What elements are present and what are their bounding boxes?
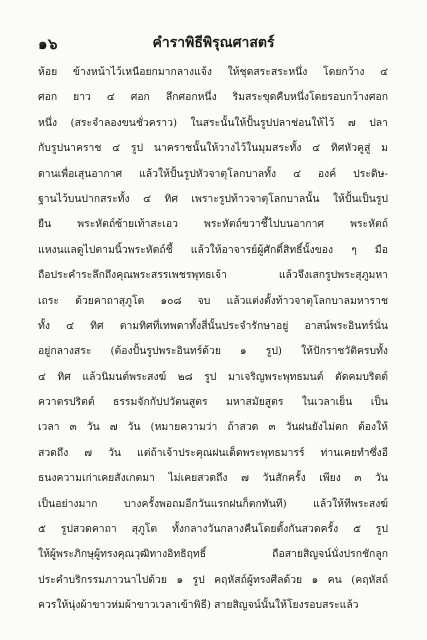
text-line: ๕ รูปสวดคาถา สุภูโต ทั้งกลางวันกลางคืนโดยตั้งกันสวดครั้ง ๕ รูป xyxy=(38,523,388,536)
text-line: ๔ ทิศ แล้วนิมนต์พระสงฆ์ ๒๘ รูป มาเจริญพระพุทธมนต์ ตัดคมบริตต์ xyxy=(38,370,388,383)
text-line: เป็นอย่างมาก บางครั้งพอถมอีกวันแรกฝนก็ตกทันที) แล้วให้ทีพระสงฆ์ xyxy=(38,497,388,510)
page-number: ๑๖ xyxy=(38,35,59,53)
text-line: เวลา ๓ วัน ๗ วัน (หมายความว่า ถ้าสวด ๓ วันฝนยังไม่ตก ต้องให้ xyxy=(38,421,388,434)
running-title: คำราพิธีพิรุณศาสตร์ xyxy=(152,35,275,51)
body-text xyxy=(38,60,388,619)
text-line: ควรให้นุ่งผ้าขาวห่มผ้าขาวเวลาเข้าพิธี) สายสิญจน์นั้นให้โยงรอบสระแล้ว xyxy=(38,599,359,612)
text-line: ถือประคำระลึกถึงคุณพระสรรเพชรพุทธเจ้า แล้วจึงเสกรูปพระสุภูมหา xyxy=(38,269,388,282)
text-line: เถระ ด้วยคาถาสุภูโต ๑๐๘ จบ แล้วแต่งตั้งท้าวจาตุโลกบาลมหาราช xyxy=(38,294,388,307)
text-line: สวดถึง ๗ วัน แต่ถ้าเจ้าประคุณฝนเด็ดพระพุทธมารร์ ท่านเคยทำซึ่งอี xyxy=(38,446,388,459)
text-line: หนึ่ง (สระจำลองขนชั่วคราว) ในสระนั้นให้ปั้นรูปปลาช่อนให้ไว้ ๗ ปลา xyxy=(38,116,388,129)
page-header xyxy=(38,32,389,56)
text-line: ประคำบริกรรมภาวนาไปด้วย ๑ รูป คฤหัสถ์ผู้ทรงศีลด้วย ๑ คน (คฤหัสถ์ xyxy=(38,573,388,586)
text-line: ควาตรปริตต์ ธรรมจักกัปปวัตนสูตร มหาสมัยสูตร ในเวลาเย็น เป็น xyxy=(38,396,388,409)
text-line: ยืน พระหัตถ์ซ้ายเท้าสะเอว พระหัตถ์ขวาชี้ไปบนอากาศ พระหัตถ์ xyxy=(38,218,388,231)
text-line: ฐานไว้บนปากสระทั้ง ๔ ทิศ เพราะรูปท้าวจาตุโลกบาลนั้น ให้ปั้นเป็นรูป xyxy=(38,192,388,205)
text-line: ดานเพื่อเสุนอากาศ แล้วให้ปั้นรูปหัวจาตุโลกบาลทั้ง ๔ องค์ ประดิษ- xyxy=(38,167,388,180)
text-line: แหงนแลดูไปตามนิ้วพระหัตถ์ชี้ แล้วให้อาจารย์ผู้ศักดิ์สิทธิ์นั้งของ ๆ มือ xyxy=(38,243,388,256)
text-line: ทั้ง ๔ ทิศ ตามทิศที่เทพดาทั้งสี่นั้นประจำรักษาอยู่ อาสน์พระอินทร์นั่น xyxy=(38,319,388,332)
text-line: อยู่กลางสระ (ต้องปั้นรูปพระอินทร์ด้วย ๑ รูป) ให้ปักราชวัติครบทั้ง xyxy=(38,345,388,358)
text-line: ห้อย ข้างหน้าไว้เหนือยกมากลางแจ้ง ให้ชุดสระสระหนึ่ง โดยกว้าง ๔ xyxy=(38,66,388,78)
text-line: กับรูปนาคราช ๔ รูป นาคราชนั้นให้วางไว้ในมุมสระทั้ง ๔ ทิศหัวคูสู่ ม xyxy=(38,142,388,155)
text-line: ศอก ยาว ๔ ศอก ลึกศอกหนึ่ง ริมสระขุดคืบหนึ่งโดยรอบกว้างศอก xyxy=(38,91,388,104)
text-line: ธนงความเก่าเคยสังเกตมา ไม่เคยสวดถึง ๗ วันสักครั้ง เพียง ๓ วัน xyxy=(38,472,388,485)
text-line: ให้ผู้พระภิกษุผู้ทรงคุณวุฒิทางอิทธิฤทธิ์ ถือสายสิญจน์นั่งปรกชักลูก xyxy=(38,548,388,561)
